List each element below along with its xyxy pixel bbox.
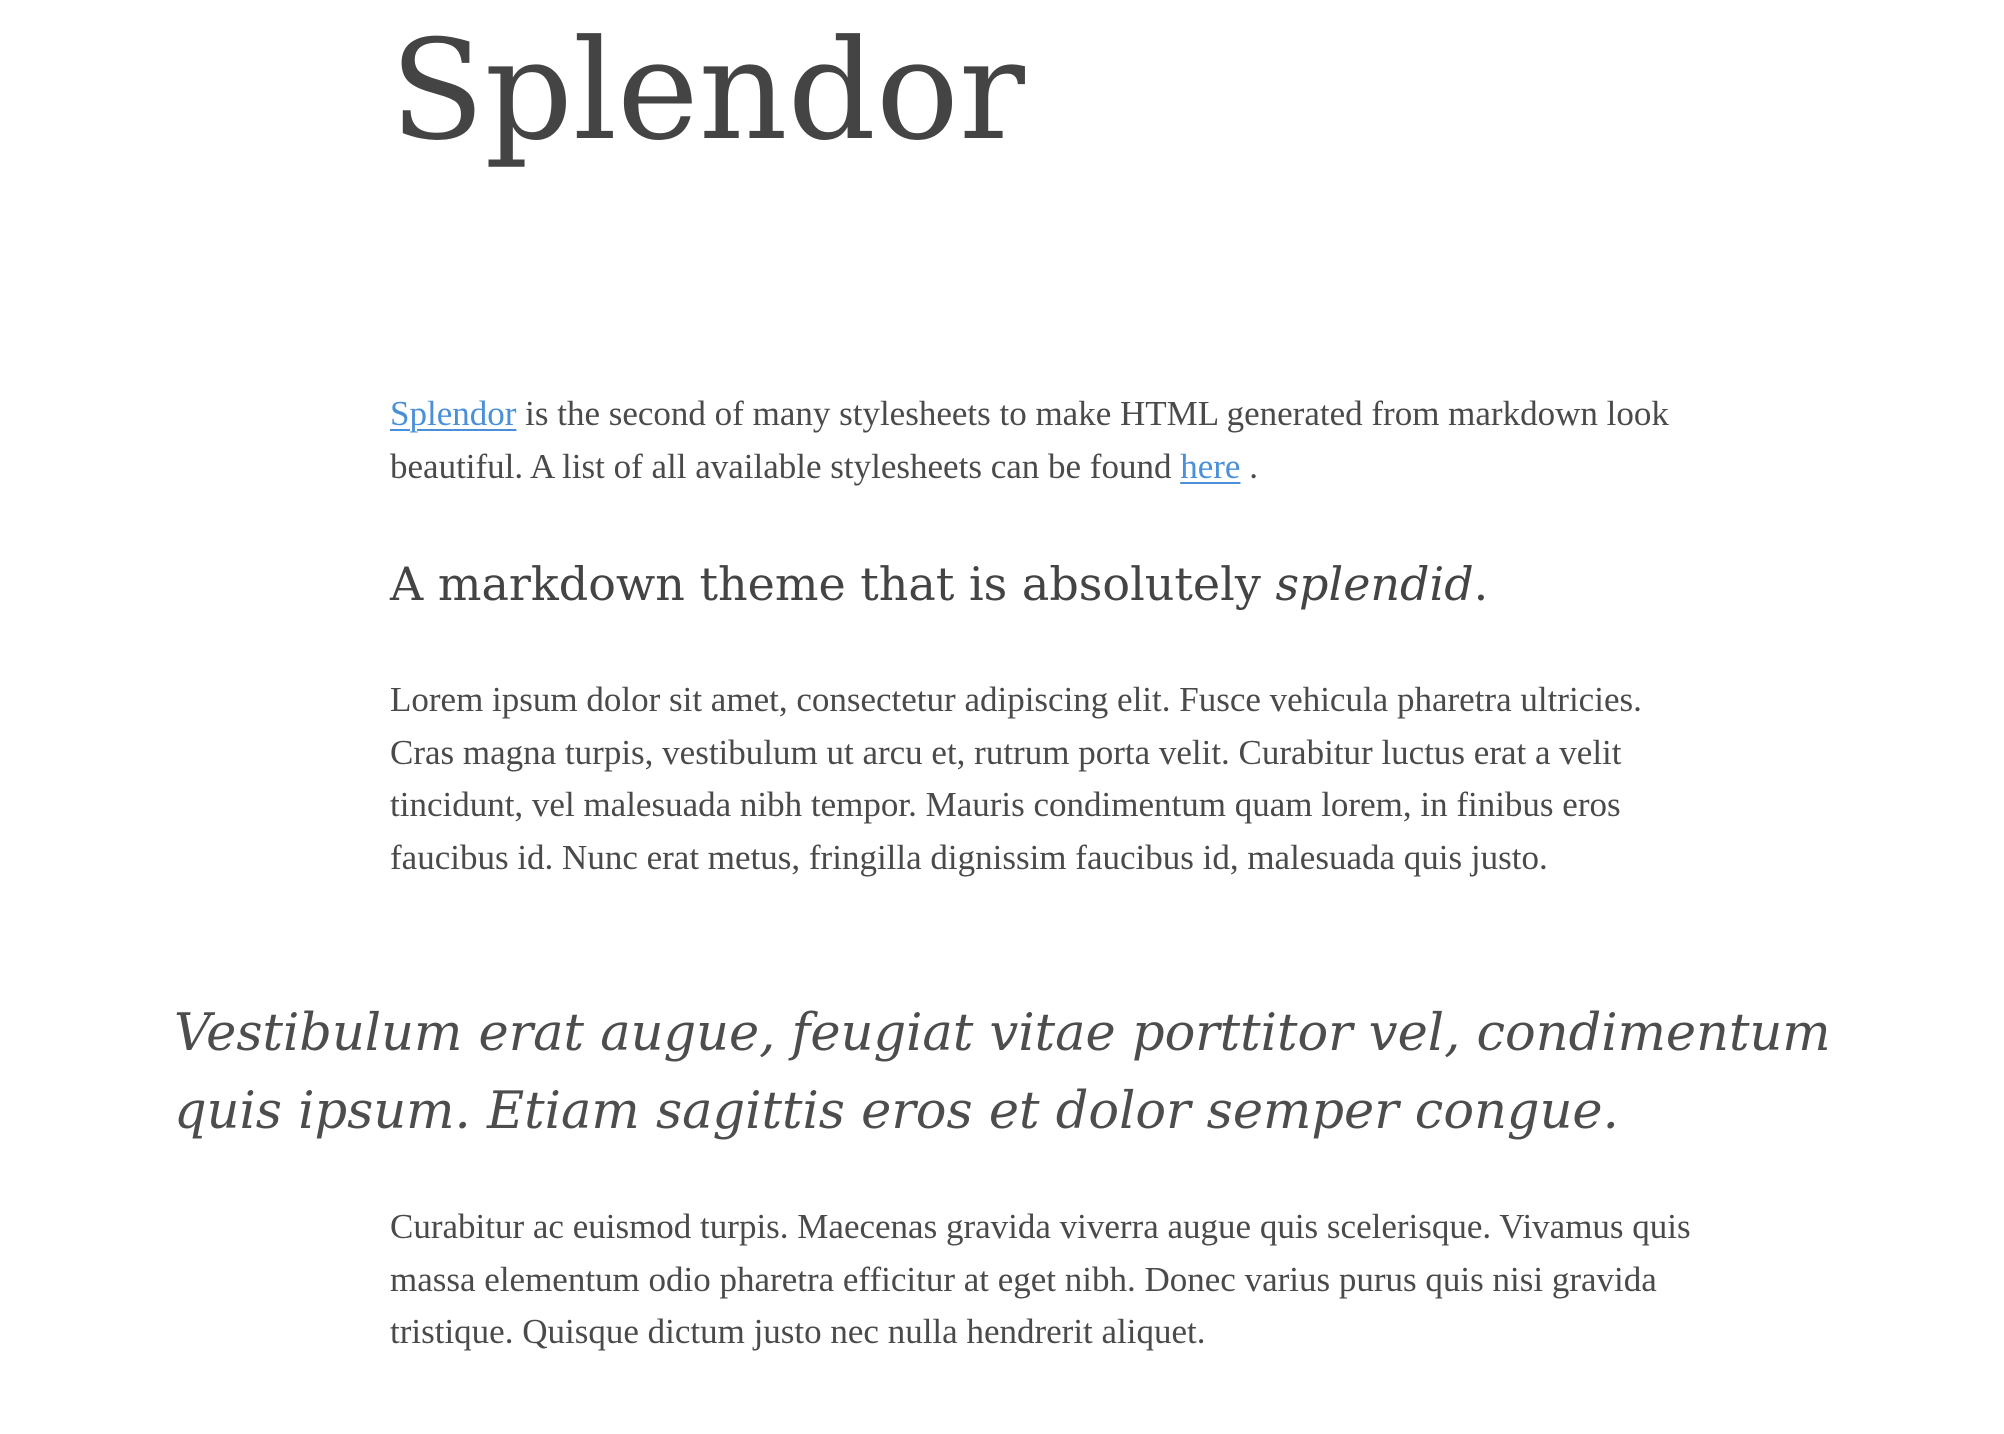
pull-quote: Vestibulum erat augue, feugiat vitae porttitor vel, condimentum quis ipsum. Etiam sagittis eros et dolor semper congue.	[174, 1004, 1831, 1141]
intro-text: is the second of many stylesheets to make HTML generated from markdown look beautiful. A list of all available stylesheets can be found	[390, 394, 1669, 486]
subheading	[390, 552, 1488, 616]
intro-paragraph	[390, 388, 1710, 493]
page-title: Splendor	[390, 10, 1025, 171]
subheading-emphasis: splendid	[1275, 557, 1474, 611]
here-link[interactable]: here	[1180, 446, 1241, 486]
body-paragraph-1: Lorem ipsum dolor sit amet, consectetur adipiscing elit. Fusce vehicula pharetra ultricies. Cras magna turpis, vestibulum ut arcu et, rutrum porta velit. Curabitur luctus erat a velit tincidunt, vel malesuada nibh tempor. Mauris condimentum quam lorem, in finibus eros faucibus id. Nunc erat metus, fringilla dignissim faucibus id, malesuada quis justo.	[390, 680, 1642, 877]
splendor-link[interactable]: Splendor	[390, 394, 517, 433]
subheading-end-punct: .	[1473, 557, 1489, 611]
intro-end-punct: .	[1249, 446, 1258, 486]
body-paragraph-2: Curabitur ac euismod turpis. Maecenas gravida viverra augue quis scelerisque. Vivamus quis massa elementum odio pharetra efficitur at eget nibh. Donec varius purus quis nisi gravida tristique. Quisque dictum justo nec nulla hendrerit aliquet.	[390, 1207, 1691, 1351]
subheading-text: A markdown theme that is absolutely	[390, 557, 1261, 611]
